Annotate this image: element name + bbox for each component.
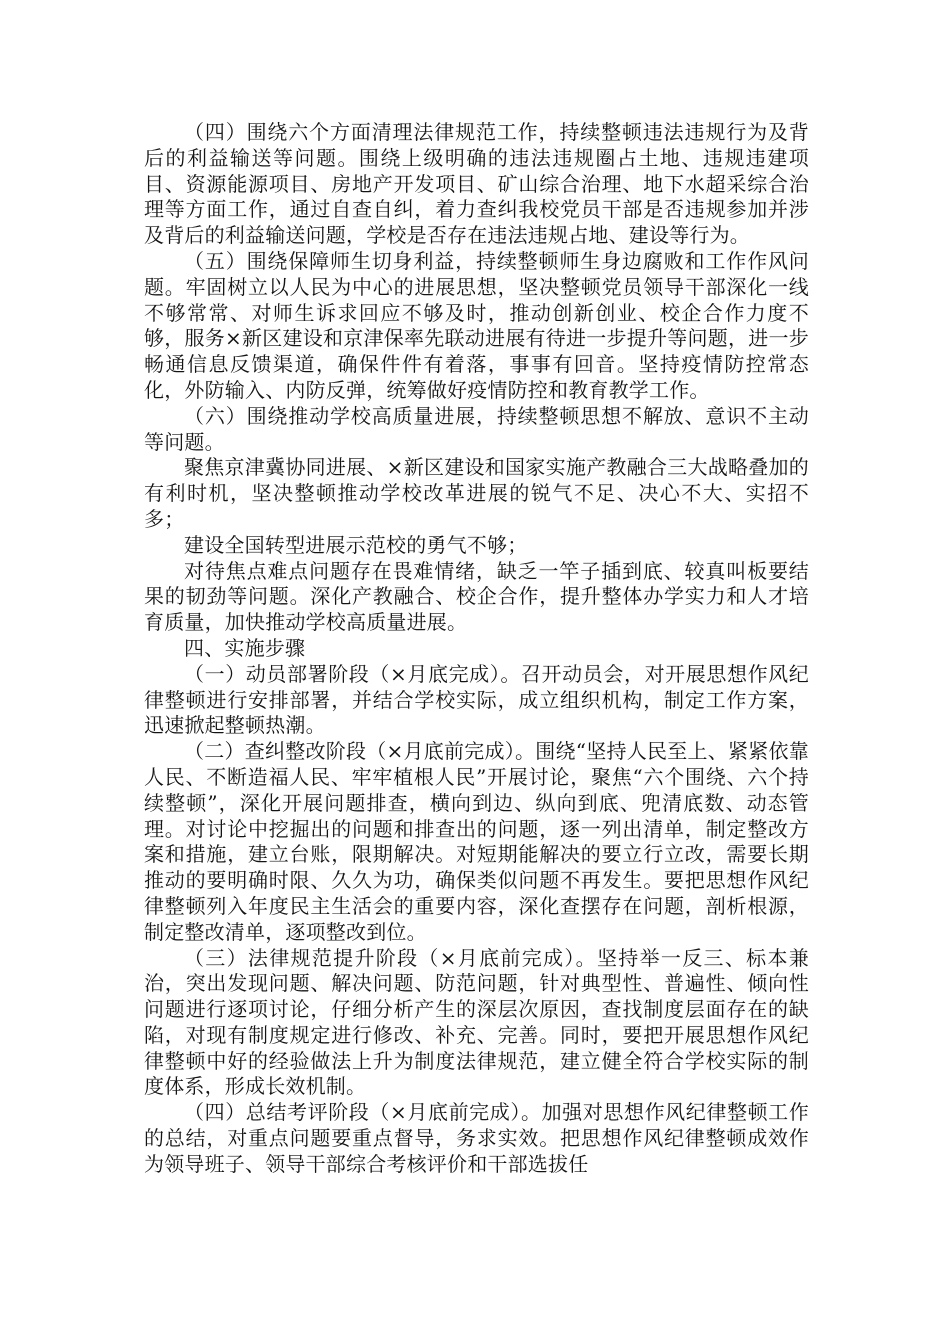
document-body [144,120,809,1178]
paragraph-step-4: （四）总结考评阶段（×月底前完成）。加强对思想作风纪律整顿工作的总结，对重点问题要重点督导，务求实效。把思想作风纪律整顿成效作为领导班子、领导干部综合考核评价和干部选拔任 [144,1100,809,1176]
paragraph-step-3: （三）法律规范提升阶段（×月底前完成）。坚持举一反三、标本兼治，突出发现问题、解决问题、防范问题，针对典型性、普遍性、倾向性问题进行逐项讨论，仔细分析产生的深层次原因，查找制度层面存在的缺陷，对现有制度规定进行修改、补充、完善。同时，要把开展思想作风纪律整顿中好的经验做法上升为制度法律规范，建立健全符合学校实际的制度体系，形成长效机制。 [144,945,809,1099]
paragraph-section-6: （六）围绕推动学校高质量进展，持续整顿思想不解放、意识不主动等问题。 [144,403,809,454]
paragraph-difficult-issues: 对待焦点难点问题存在畏难情绪，缺乏一竿子插到底、较真叫板要结果的韧劲等问题。深化产教融合、校企合作，提升整体办学实力和人才培育质量，加快推动学校高质量进展。 [144,558,809,635]
paragraph-step-1: （一）动员部署阶段（×月底完成）。召开动员会，对开展思想作风纪律整顿进行安排部署，并结合学校实际，成立组织机构，制定工作方案，迅速掀起整顿热潮。 [144,661,809,738]
paragraph-section-5: （五）围绕保障师生切身利益，持续整顿师生身边腐败和工作作风问题。牢固树立以人民为中心的进展思想，坚决整顿党员领导干部深化一线不够常常、对师生诉求回应不够及时，推动创新创业、校企合作力度不够，服务×新区建设和京津保率先联动进展有待进一步提升等问题，进一步畅通信息反馈渠道，确保件件有着落，事事有回音。坚持疫情防控常态化，外防输入、内防反弹，统筹做好疫情防控和教育教学工作。 [144,248,809,402]
paragraph-step-2: （二）查纠整改阶段（×月底前完成）。围绕“坚持人民至上、紧紧依靠人民、不断造福人民、牢牢植根人民”开展讨论，聚焦“六个围绕、六个持续整顿”，深化开展问题排查，横向到边、纵向到底、兜清底数、动态管理。对讨论中挖掘出的问题和排查出的问题，逐一列出清单，制定整改方案和措施，建立台账，限期解决。对短期能解决的要立行立改，需要长期推动的要明确时限、久久为功，确保类似问题不再发生。要把思想作风纪律整顿列入年度民主生活会的重要内容，深化查摆存在问题，剖析根源，制定整改清单，逐项整改到位。 [144,739,809,944]
paragraph-demo-school: 建设全国转型进展示范校的勇气不够； [184,532,528,557]
heading-implementation-steps: 四、实施步骤 [184,635,306,660]
paragraph-section-4: （四）围绕六个方面清理法律规范工作，持续整顿违法违规行为及背后的利益输送等问题。围绕上级明确的违法违规圈占土地、违规违建项目、资源能源项目、房地产开发项目、矿山综合治理、地下水超采综合治理等方面工作，通过自查自纠，着力查纠我校党员干部是否违规参加并涉及背后的利益输送问题，学校是否存在违法违规占地、建设等行为。 [144,120,809,248]
paragraph-focus-strategy: 聚焦京津冀协同进展、×新区建设和国家实施产教融合三大战略叠加的有利时机，坚决整顿推动学校改革进展的锐气不足、决心不大、实招不多； [144,455,809,531]
